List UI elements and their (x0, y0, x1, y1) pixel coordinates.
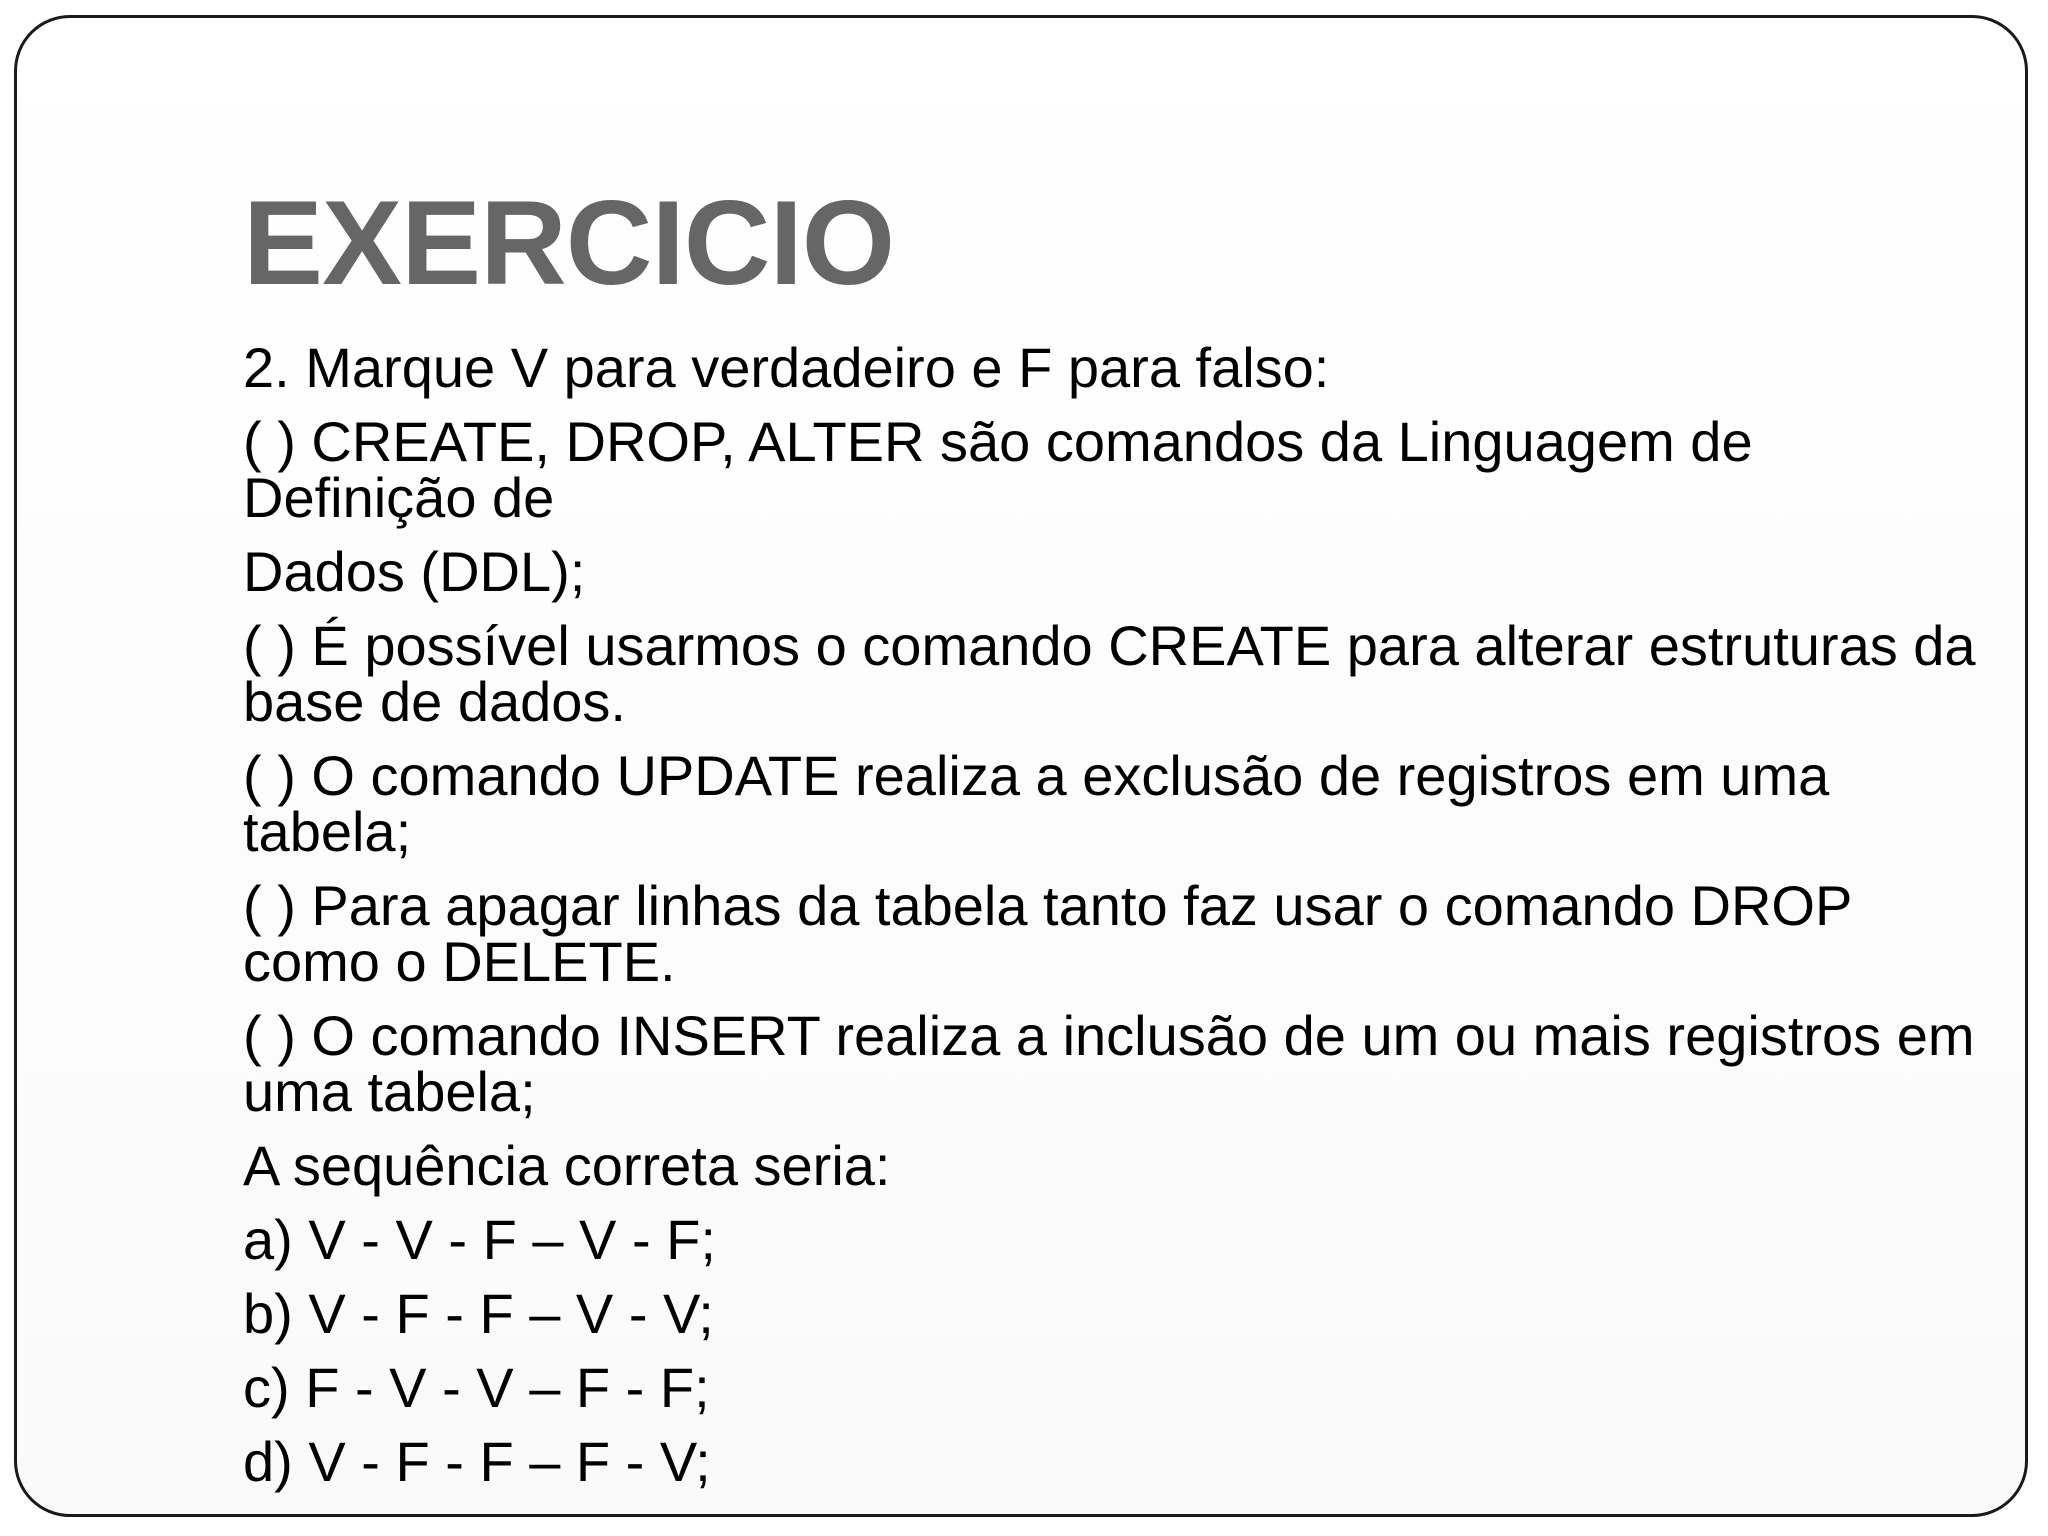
option-a: a) V - V - F – V - F; (243, 1208, 716, 1271)
slide-body (243, 336, 1983, 1493)
statement-4: ( ) Para apagar linhas da tabela tanto faz usar o comando DROP como o DELETE. (243, 874, 1852, 993)
statement-2: ( ) É possível usarmos o comando CREATE para alterar estruturas da base de dados. (243, 614, 1976, 733)
slide-title: EXERCICIO (243, 176, 895, 310)
statement-3: ( ) O comando UPDATE realiza a exclusão de registros em uma tabela; (243, 744, 1830, 863)
answer-prompt: A sequência correta seria: (243, 1134, 891, 1197)
slide-frame (14, 15, 2028, 1517)
statement-1-continuation: Dados (DDL); (243, 540, 586, 603)
option-b: b) V - F - F – V - V; (243, 1282, 714, 1345)
statement-1: ( ) CREATE, DROP, ALTER são comandos da Linguagem de Definição de (243, 410, 1753, 529)
option-d: d) V - F - F – F - V; (243, 1430, 711, 1493)
question-statement: 2. Marque V para verdadeiro e F para falso: (243, 336, 1330, 399)
statement-5: ( ) O comando INSERT realiza a inclusão de um ou mais registros em uma tabela; (243, 1004, 1975, 1123)
option-c: c) F - V - V – F - F; (243, 1356, 710, 1419)
